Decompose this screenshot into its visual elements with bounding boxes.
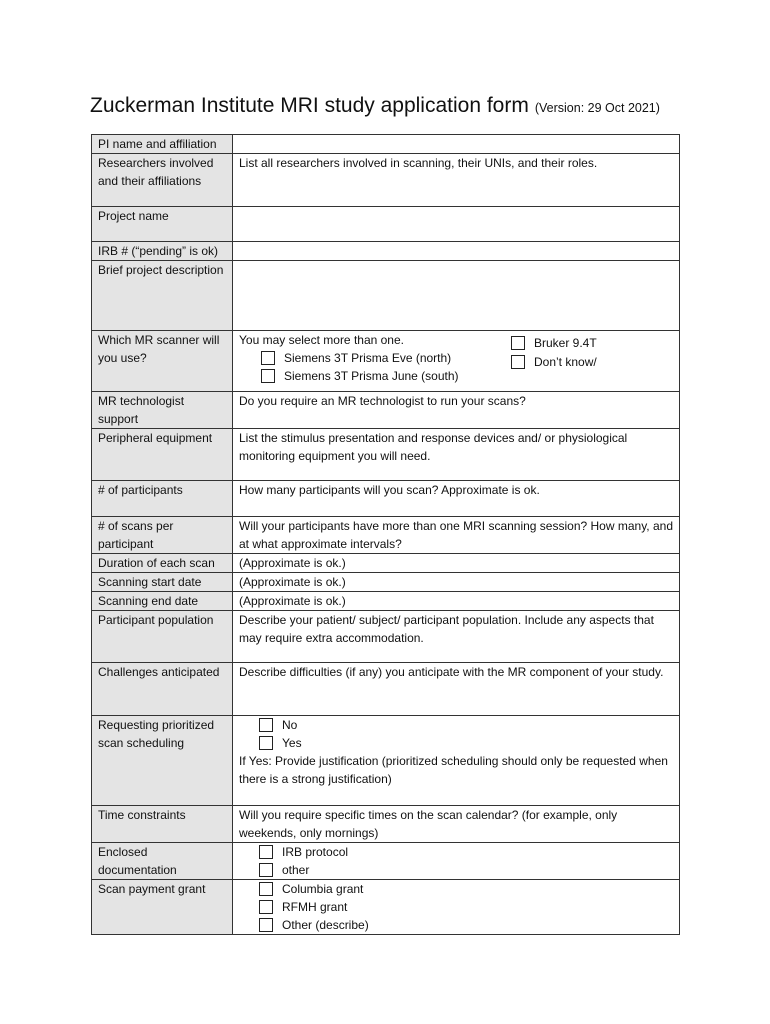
- priority-option-yes[interactable]: [259, 734, 673, 752]
- documentation-label: Enclosed documentation: [92, 843, 233, 880]
- technologist-label: MR technologist support: [92, 392, 233, 429]
- doc-option-other[interactable]: [259, 861, 673, 879]
- irb-field[interactable]: [233, 242, 680, 261]
- row-irb: [92, 242, 680, 261]
- end-date-label: Scanning end date: [92, 592, 233, 611]
- checkbox-icon[interactable]: [259, 718, 273, 732]
- priority-field: [233, 716, 680, 806]
- duration-label: Duration of each scan: [92, 554, 233, 573]
- checkbox-icon[interactable]: [511, 336, 525, 350]
- population-field[interactable]: Describe your patient/ subject/ participant population. Include any aspects that may require extra accommodation.: [233, 611, 680, 663]
- checkbox-icon[interactable]: [259, 918, 273, 932]
- duration-field[interactable]: (Approximate is ok.): [233, 554, 680, 573]
- row-duration: [92, 554, 680, 573]
- row-peripheral: [92, 429, 680, 481]
- scanner-intro: You may select more than one.: [239, 333, 404, 347]
- row-end-date: [92, 592, 680, 611]
- row-description: [92, 261, 680, 331]
- row-scanner: [92, 331, 680, 392]
- scanner-option-eve-label: Siemens 3T Prisma Eve (north): [284, 351, 452, 365]
- priority-option-no-label: No: [282, 718, 298, 732]
- start-date-field[interactable]: (Approximate is ok.): [233, 573, 680, 592]
- priority-label: Requesting prioritized scan scheduling: [92, 716, 233, 806]
- payment-option-other[interactable]: [259, 916, 673, 934]
- pi-label: PI name and affiliation: [92, 135, 233, 154]
- checkbox-icon[interactable]: [259, 863, 273, 877]
- payment-option-columbia[interactable]: [259, 880, 673, 898]
- documentation-field: [233, 843, 680, 880]
- start-date-label: Scanning start date: [92, 573, 233, 592]
- checkbox-icon[interactable]: [259, 900, 273, 914]
- payment-option-rfmh-label: RFMH grant: [282, 900, 348, 914]
- row-participants: [92, 481, 680, 517]
- doc-option-irb-label: IRB protocol: [282, 845, 349, 859]
- row-researchers: [92, 154, 680, 207]
- project-name-field[interactable]: [233, 207, 680, 242]
- checkbox-icon[interactable]: [259, 845, 273, 859]
- row-pi: [92, 135, 680, 154]
- participants-label: # of participants: [92, 481, 233, 517]
- row-project-name: [92, 207, 680, 242]
- technologist-field[interactable]: Do you require an MR technologist to run your scans?: [233, 392, 680, 429]
- project-name-label: Project name: [92, 207, 233, 242]
- researchers-label: Researchers involved and their affiliations: [92, 154, 233, 207]
- pi-field[interactable]: [233, 135, 680, 154]
- row-scans-per: [92, 517, 680, 554]
- description-field[interactable]: [233, 261, 680, 331]
- row-time: [92, 806, 680, 843]
- scanner-option-unknown-label: Don’t know/: [534, 355, 597, 369]
- description-label: Brief project description: [92, 261, 233, 331]
- irb-label: IRB # (“pending” is ok): [92, 242, 233, 261]
- challenges-field[interactable]: Describe difficulties (if any) you anticipate with the MR component of your study.: [233, 663, 680, 716]
- row-documentation: [92, 843, 680, 880]
- scanner-option-june[interactable]: [261, 367, 673, 385]
- row-technologist: [92, 392, 680, 429]
- scanner-option-bruker-label: Bruker 9.4T: [534, 336, 597, 350]
- row-priority: [92, 716, 680, 806]
- payment-label: Scan payment grant: [92, 880, 233, 935]
- scanner-option-bruker[interactable]: [511, 334, 597, 353]
- scanner-option-unknown[interactable]: [511, 353, 597, 372]
- peripheral-label: Peripheral equipment: [92, 429, 233, 481]
- scanner-field: [233, 331, 680, 392]
- end-date-field[interactable]: (Approximate is ok.): [233, 592, 680, 611]
- payment-option-other-label: Other (describe): [282, 918, 369, 932]
- scanner-label: Which MR scanner will you use?: [92, 331, 233, 392]
- checkbox-icon[interactable]: [261, 351, 275, 365]
- checkbox-icon[interactable]: [261, 369, 275, 383]
- payment-option-columbia-label: Columbia grant: [282, 882, 364, 896]
- researchers-field[interactable]: List all researchers involved in scanning, their UNIs, and their roles.: [233, 154, 680, 207]
- row-challenges: [92, 663, 680, 716]
- row-population: [92, 611, 680, 663]
- form-version: (Version: 29 Oct 2021): [534, 101, 660, 115]
- payment-option-rfmh[interactable]: [259, 898, 673, 916]
- challenges-label: Challenges anticipated: [92, 663, 233, 716]
- time-field[interactable]: Will you require specific times on the scan calendar? (for example, only weekends, only mornings): [233, 806, 680, 843]
- participants-field[interactable]: How many participants will you scan? Approximate is ok.: [233, 481, 680, 517]
- checkbox-icon[interactable]: [259, 736, 273, 750]
- application-form-table: [91, 134, 680, 935]
- scanner-option-eve[interactable]: [261, 349, 673, 367]
- doc-option-other-label: other: [282, 863, 310, 877]
- form-title-text: Zuckerman Institute MRI study application form: [90, 94, 529, 117]
- checkbox-icon[interactable]: [511, 355, 525, 369]
- time-label: Time constraints: [92, 806, 233, 843]
- peripheral-field[interactable]: List the stimulus presentation and response devices and/ or physiological monitoring equipment you will need.: [233, 429, 680, 481]
- form-title: [90, 94, 660, 118]
- checkbox-icon[interactable]: [259, 882, 273, 896]
- priority-option-yes-label: Yes: [282, 736, 302, 750]
- payment-field: [233, 880, 680, 935]
- row-payment: [92, 880, 680, 935]
- scanner-option-june-label: Siemens 3T Prisma June (south): [284, 369, 459, 383]
- doc-option-irb[interactable]: [259, 843, 673, 861]
- population-label: Participant population: [92, 611, 233, 663]
- row-start-date: [92, 573, 680, 592]
- scans-per-field[interactable]: Will your participants have more than one MRI scanning session? How many, and at what approximate intervals?: [233, 517, 680, 554]
- priority-note: If Yes: Provide justification (prioritized scheduling should only be requested when there is a strong justification): [239, 754, 668, 786]
- scans-per-label: # of scans per participant: [92, 517, 233, 554]
- priority-option-no[interactable]: [259, 716, 673, 734]
